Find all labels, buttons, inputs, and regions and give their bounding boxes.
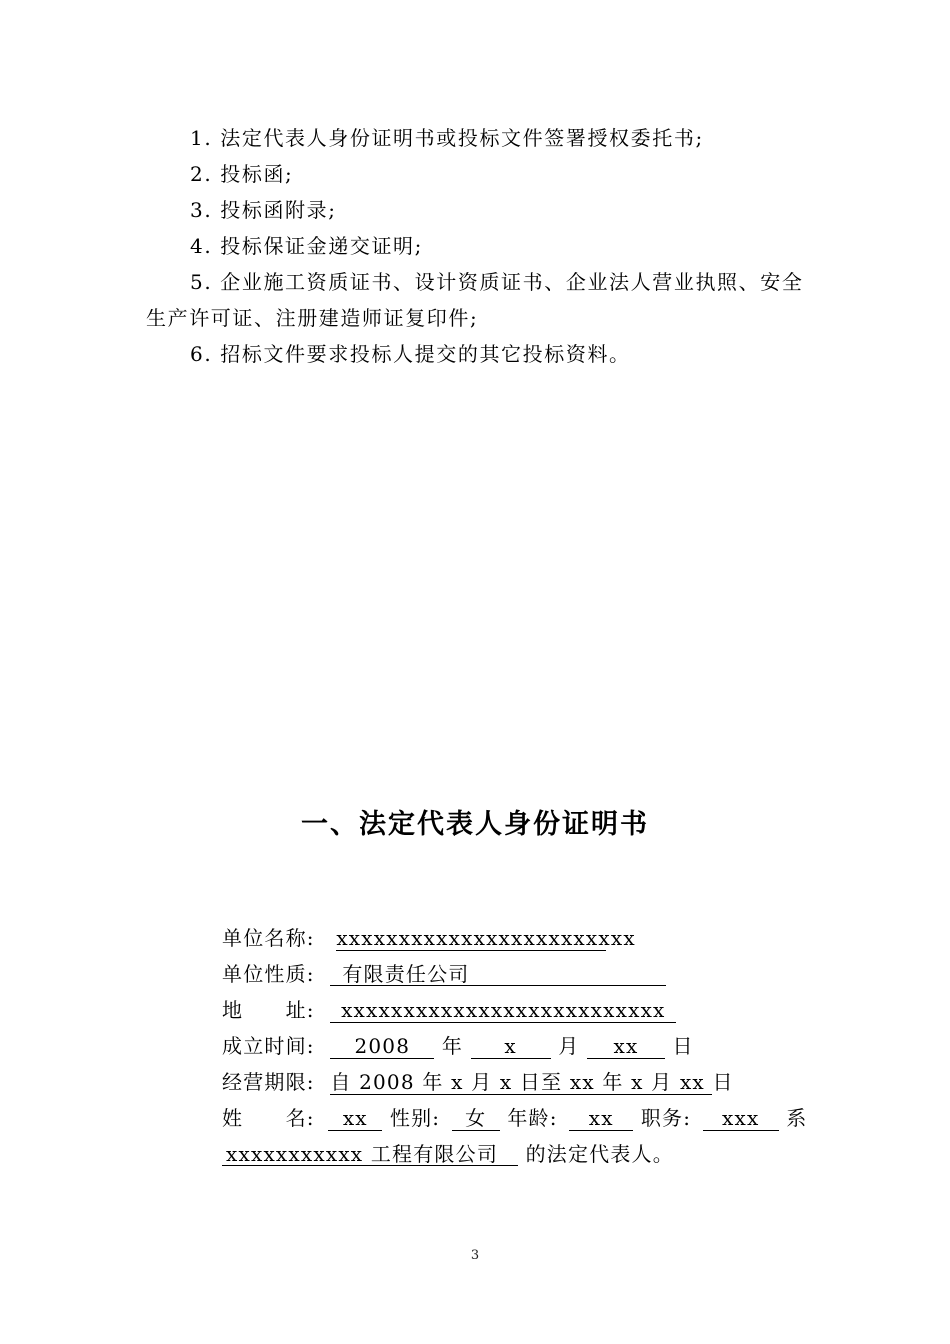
established-date-row — [222, 1028, 812, 1064]
unit-nature-row — [222, 956, 812, 992]
list-item: 4. 投标保证金递交证明; — [190, 234, 423, 258]
address-field: xxxxxxxxxxxxxxxxxxxxxxxxxx — [330, 998, 676, 1023]
age-field: xx — [569, 1106, 633, 1131]
established-label: 成立时间: — [222, 1034, 315, 1058]
list-item: 6. 招标文件要求投标人提交的其它投标资料。 — [190, 342, 631, 366]
year-unit: 年 — [441, 1034, 464, 1058]
page-number: 3 — [470, 1248, 480, 1263]
company-row — [222, 1136, 812, 1172]
personal-info-row — [222, 1100, 812, 1136]
gender-label: 性别: — [389, 1106, 441, 1130]
unit-nature-label: 单位性质: — [222, 962, 315, 986]
gender-field: 女 — [452, 1106, 500, 1131]
unit-name-field: xxxxxxxxxxxxxxxxxxxxxxxx — [336, 926, 636, 950]
age-label: 年龄: — [507, 1106, 558, 1130]
day-unit: 日 — [672, 1034, 694, 1058]
company-field: xxxxxxxxxxx 工程有限公司 — [222, 1142, 518, 1166]
day-field: xx — [587, 1034, 665, 1059]
period-label: 经营期限: — [222, 1070, 315, 1094]
name-label: 姓 名: — [222, 1106, 315, 1130]
closing-text: 的法定代表人。 — [525, 1142, 674, 1166]
period-field: 自 2008 年 x 月 x 日至 xx 年 x 月 xx 日 — [330, 1070, 734, 1094]
bid-documents-list — [146, 120, 816, 372]
address-label: 地 址: — [222, 998, 315, 1022]
position-field: xxx — [703, 1106, 779, 1131]
month-field: x — [471, 1034, 551, 1059]
unit-name-row — [222, 920, 812, 956]
year-field: 2008 — [330, 1034, 434, 1059]
unit-name-label: 单位名称: — [222, 926, 315, 950]
month-unit: 月 — [558, 1034, 580, 1058]
address-row — [222, 992, 812, 1028]
list-item: 5. 企业施工资质证书、设计资质证书、企业法人营业执照、安全生产许可证、注册建造师证复印件; — [146, 270, 804, 330]
position-label: 职务: — [640, 1106, 692, 1130]
list-item: 3. 投标函附录; — [190, 198, 337, 222]
business-period-row — [222, 1064, 812, 1100]
legal-representative-form — [222, 920, 812, 1172]
unit-nature-field: 有限责任公司 — [330, 962, 666, 986]
name-field: xx — [328, 1106, 382, 1131]
list-item: 1. 法定代表人身份证明书或投标文件签署授权委托书; — [190, 126, 704, 150]
section-title: 一、法定代表人身份证明书 — [301, 809, 649, 840]
relation-word: 系 — [786, 1106, 808, 1130]
list-item: 2. 投标函; — [190, 162, 294, 186]
